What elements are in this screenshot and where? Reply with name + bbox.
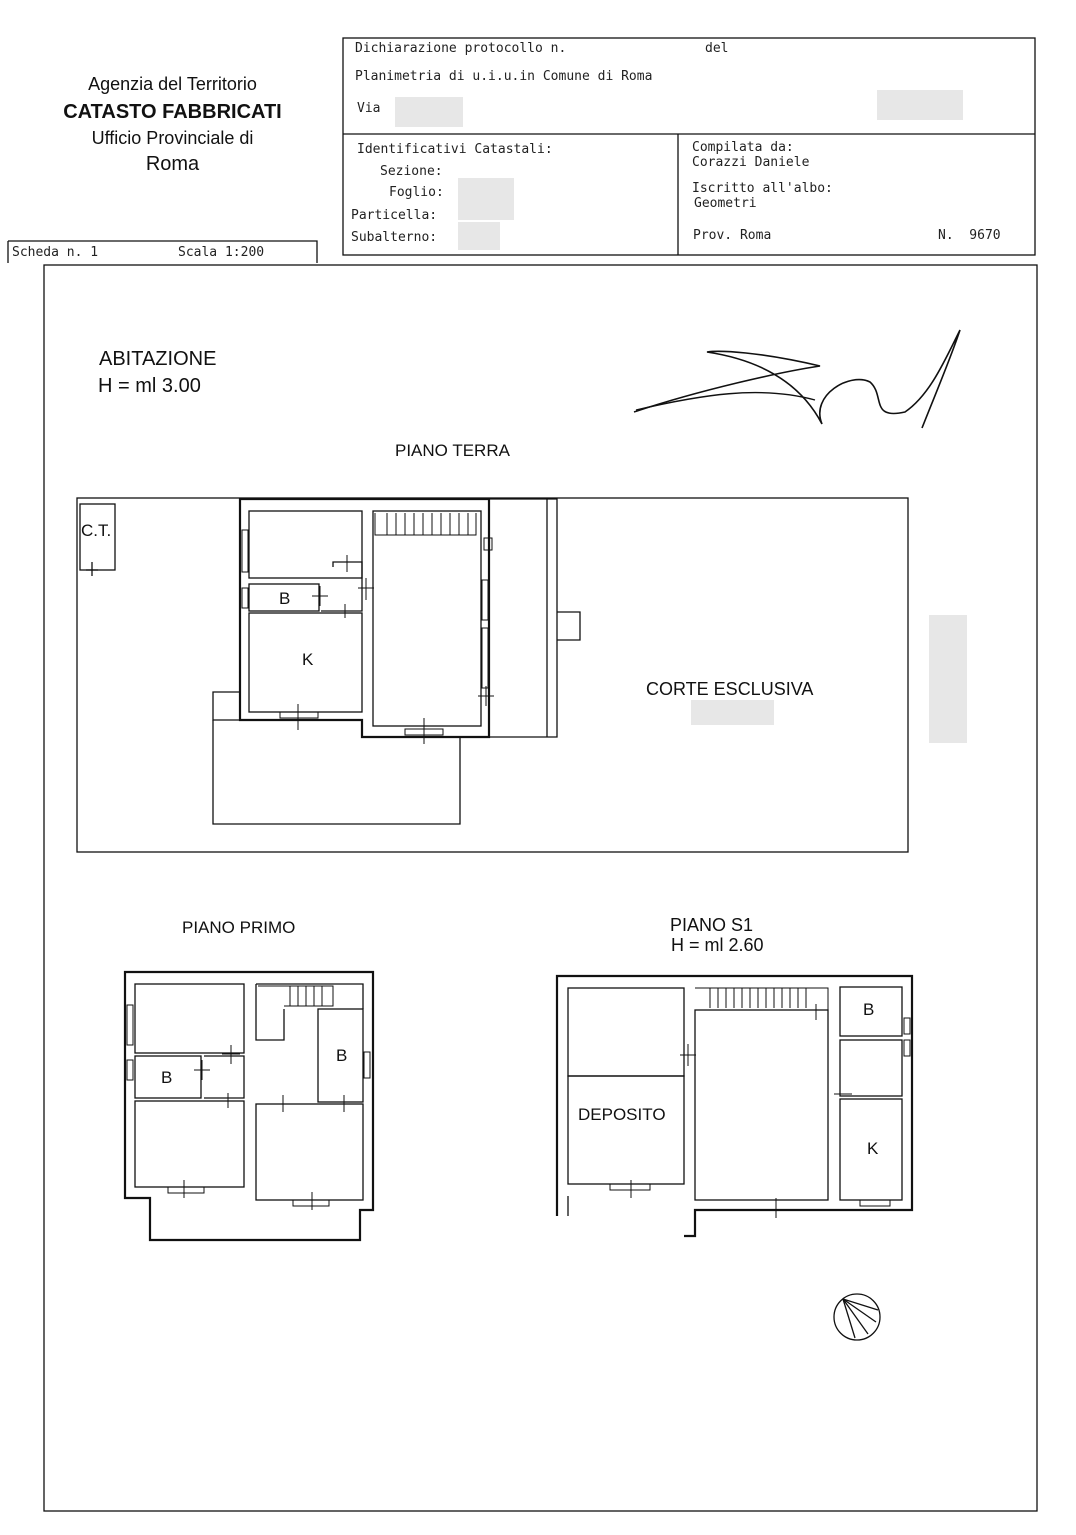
room-first-2 xyxy=(135,1101,244,1187)
iscritto-label: Iscritto all'albo: xyxy=(692,181,833,196)
albo-name: Geometri xyxy=(694,196,757,211)
agency-name: Agenzia del Territorio xyxy=(88,74,257,94)
compilatore-nome: Corazzi Daniele xyxy=(692,155,810,170)
iscrizione-numero: N. 9670 xyxy=(938,228,1001,243)
del-label: del xyxy=(705,41,729,56)
catasto-title: CATASTO FABBRICATI xyxy=(63,101,282,123)
room-label-b: B xyxy=(336,1046,348,1065)
room-s1-hall xyxy=(840,1040,902,1096)
room-label-k: K xyxy=(302,650,314,669)
altezza-s1: H = ml 2.60 xyxy=(671,935,764,955)
compilata-label: Compilata da: xyxy=(692,140,794,155)
provincia-label: Prov. Roma xyxy=(693,228,772,243)
room-s1-main xyxy=(695,1010,828,1200)
foglio-label: Foglio: xyxy=(389,185,444,200)
room-label-b: B xyxy=(279,589,291,608)
room-first-3 xyxy=(256,1104,363,1200)
ct-label: C.T. xyxy=(81,521,112,540)
room-s1-1 xyxy=(568,988,684,1076)
planimetria-label: Planimetria di u.i.u.in Comune di Roma xyxy=(355,69,653,84)
subalterno-label: Subalterno: xyxy=(351,230,438,245)
scala-label: Scala 1:200 xyxy=(178,245,265,260)
room-s1-deposito xyxy=(568,1076,684,1184)
scheda-number: Scheda n. 1 xyxy=(12,245,99,260)
piano-primo-title: PIANO PRIMO xyxy=(182,918,296,937)
lot-boundary xyxy=(77,498,908,852)
via-label: Via xyxy=(357,101,381,116)
deposito-label: DEPOSITO xyxy=(578,1105,666,1124)
room-ground-1 xyxy=(249,511,362,578)
ufficio-city: Roma xyxy=(145,153,200,175)
dichiarazione-label: Dichiarazione protocollo n. xyxy=(355,41,567,56)
page-frame xyxy=(44,265,1037,1511)
corte-label: CORTE ESCLUSIVA xyxy=(646,679,814,699)
room-label-b: B xyxy=(161,1068,173,1087)
altezza-terra: H = ml 3.00 xyxy=(98,375,201,397)
room-first-1 xyxy=(135,984,244,1053)
piano-terra-title: PIANO TERRA xyxy=(395,441,510,460)
room-label-b: B xyxy=(863,1000,875,1019)
particella-label: Particella: xyxy=(351,208,438,223)
north-arrow-icon xyxy=(834,1294,880,1340)
signature-drawing xyxy=(634,330,960,428)
identificativi-title: Identificativi Catastali: xyxy=(357,142,553,157)
ufficio-label: Ufficio Provinciale di xyxy=(91,128,254,148)
room-ground-living xyxy=(373,511,481,726)
redacted-side xyxy=(929,615,967,743)
piano-s1-title: PIANO S1 xyxy=(670,915,754,935)
redacted-corte xyxy=(691,700,774,725)
abitazione-label: ABITAZIONE xyxy=(99,348,217,370)
sezione-label: Sezione: xyxy=(380,164,443,179)
room-label-k: K xyxy=(867,1139,879,1158)
header-box xyxy=(343,38,1035,255)
